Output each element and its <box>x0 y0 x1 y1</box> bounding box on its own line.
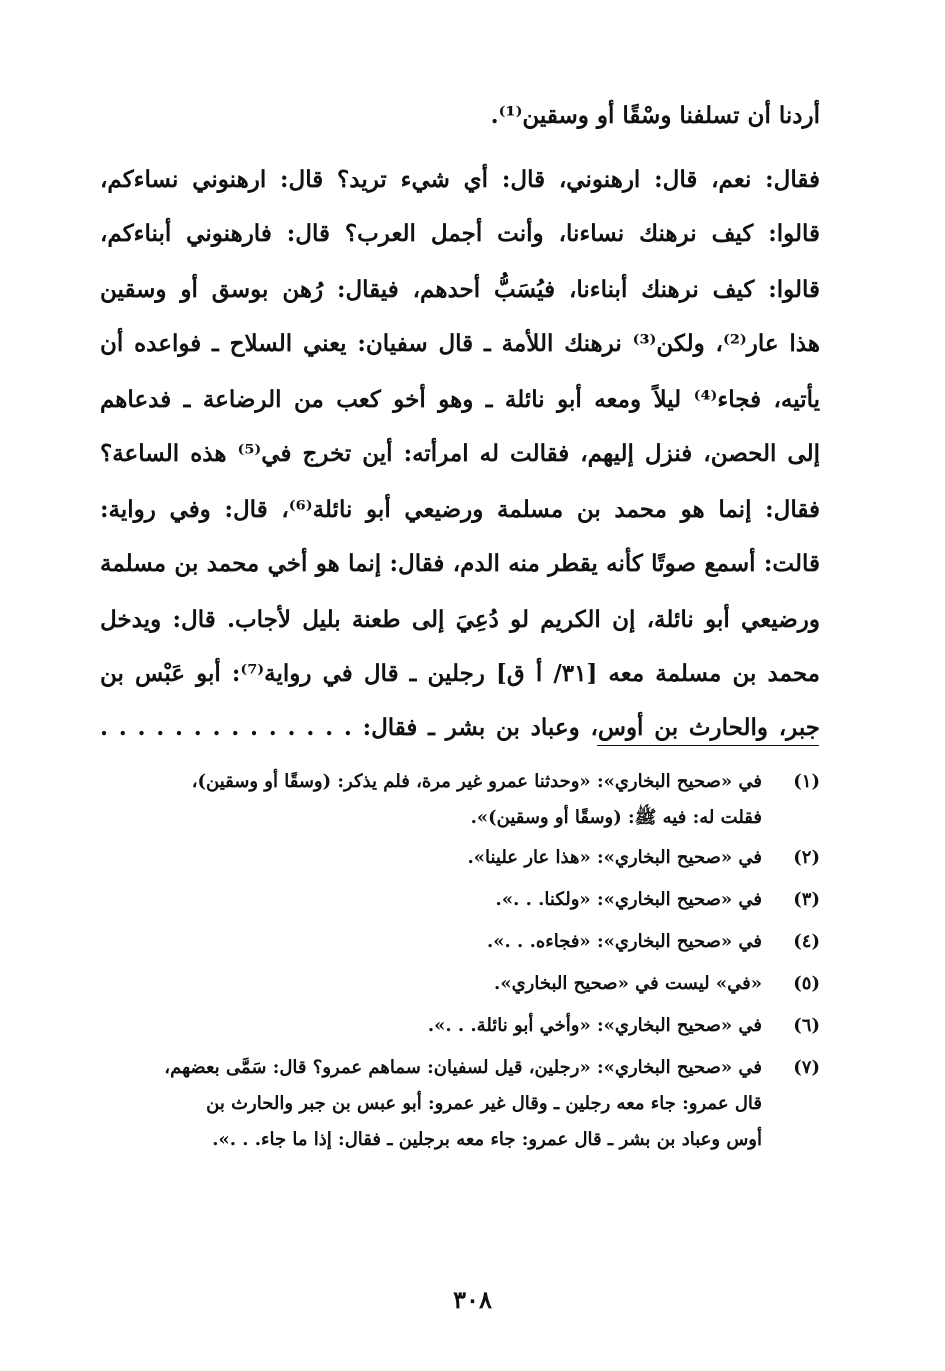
body-line-5: هذا عار⁽²⁾، ولكن⁽³⁾ نرهنك اللأمة ـ قال سفيان: يعني السلاح ـ فواعده أن <box>100 330 821 357</box>
body-line-12: جبر، والحارث بن أوس، وعباد بن بشر ـ فقال: . . . . . . . . . . . . . . <box>100 714 820 741</box>
body-line-7: إلى الحصن، فنزل إليهم، فقالت له امرأته: أين تخرج في⁽⁵⁾ هذه الساعة؟ <box>100 440 820 467</box>
body-line-2: فقال: نعم، قال: ارهنوني، قال: أي شيء تريد؟ قال: ارهنوني نساءكم، <box>100 166 820 193</box>
body-line-6: يأتيه، فجاء⁽⁴⁾ ليلاً ومعه أبو نائلة ـ وهو أخو كعب من الرضاعة ـ فدعاهم <box>100 386 820 413</box>
footnote-number: (٧) <box>793 1057 820 1078</box>
footnote-number: (٤) <box>793 931 820 952</box>
footnote-text: في «صحيح البخاري»: «رجلين، قيل لسفيان: سماهم عمرو؟ قال: سَمَّى بعضهم، <box>164 1057 762 1078</box>
footnote-number: (٣) <box>793 889 820 910</box>
body-line-3: قالوا: كيف نرهنك نساءنا، وأنت أجمل العرب؟ قال: فارهنوني أبناءكم، <box>100 220 820 247</box>
body-line-9: قالت: أسمع صوتًا كأنه يقطر منه الدم، فقال: إنما هو أخي محمد بن مسلمة <box>100 550 820 577</box>
footnote-7-cont-2: أوس وعباد بن بشر ـ قال عمرو: جاء معه برجلين ـ فقال: إذا ما جاء. . .». <box>212 1129 762 1150</box>
footnote-number: (٦) <box>793 1015 820 1036</box>
footnote-number: (١) <box>793 771 820 792</box>
footnote-number: (٥) <box>793 973 820 994</box>
body-line-11: محمد بن مسلمة معه [٣١/ أ ق] رجلين ـ قال في رواية⁽⁷⁾: أبو عَبْس بن <box>100 660 820 687</box>
body-line-4: قالوا: كيف نرهنك أبناءنا، فيُسَبُّ أحدهم، فيقال: رُهن بوسق أو وسقين <box>100 276 820 303</box>
page-number: ٣٠٨ <box>453 1285 492 1314</box>
footnote-text: في «صحيح البخاري»: «فجاءه. . .». <box>486 931 762 952</box>
footnote-1-cont: فقلت له: فيه ﷺ: (وسقًا أو وسقين)». <box>470 807 762 828</box>
footnote-number: (٢) <box>793 847 820 868</box>
body-line-10: ورضيعي أبو نائلة، إن الكريم لو دُعِيَ إلى طعنة بليل لأجاب. قال: ويدخل <box>100 606 820 633</box>
footnote-text: في «صحيح البخاري»: «هذا عار علينا». <box>467 847 762 868</box>
body-line-1: أردنا أن تسلفنا وسْقًا أو وسقين⁽¹⁾. <box>490 102 820 129</box>
body-line-8: فقال: إنما هو محمد بن مسلمة ورضيعي أبو نائلة⁽⁶⁾، قال: وفي رواية: <box>100 496 820 523</box>
footnote-text: «في» ليست في «صحيح البخاري». <box>494 973 762 994</box>
footnote-divider <box>597 745 819 746</box>
footnote-text: في «صحيح البخاري»: «ولكنا. . .». <box>495 889 762 910</box>
footnote-text: في «صحيح البخاري»: «وحدثنا عمرو غير مرة، فلم يذكر: (وسقًا أو وسقين)، <box>191 771 762 792</box>
footnote-7-cont-1: قال عمرو: جاء معه رجلين ـ وقال غير عمرو: أبو عبس بن جبر والحارث بن <box>206 1093 762 1114</box>
footnote-text: في «صحيح البخاري»: «وأخي أبو نائلة. . .». <box>427 1015 762 1036</box>
